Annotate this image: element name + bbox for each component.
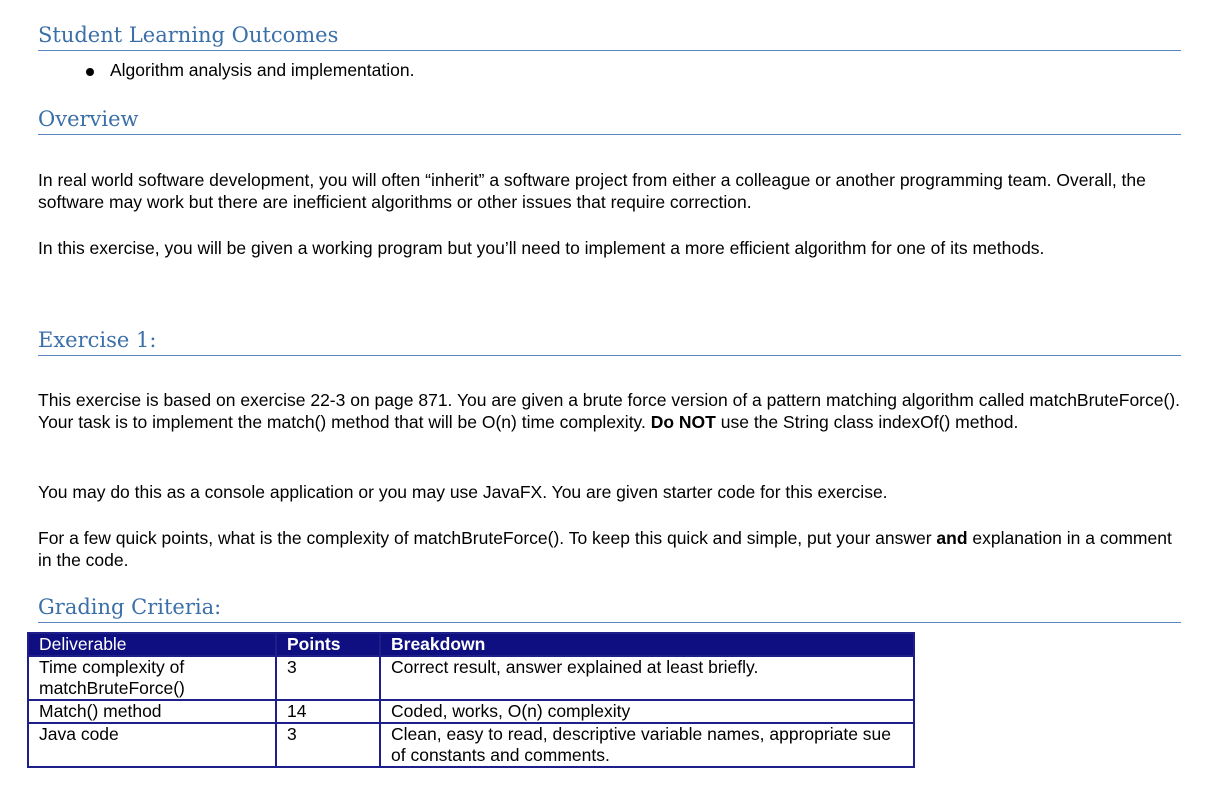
exercise-text: For a few quick points, what is the complexity of matchBruteForce(). To keep this quick and simple, put your answer (38, 528, 937, 548)
overview-paragraph-1: In real world software development, you will often “inherit” a software project from either a colleague or another programming team. Overall, the software may work but there are inefficient algorithms or other issues that require correction. (38, 170, 1146, 212)
bullet-item (0, 60, 700, 86)
overview-paragraph-2: In this exercise, you will be given a working program but you’ll need to implement a more efficient algorithm for one of its methods. (38, 238, 1045, 258)
exercise-text: explanation in a comment in the code. (38, 528, 1172, 570)
table-cell: Correct result, answer explained at least briefly. (380, 656, 914, 700)
table-cell: Time complexity of matchBruteForce() (28, 656, 276, 700)
bullet-icon (86, 68, 94, 76)
table-cell: 14 (276, 700, 380, 723)
table-header-cell: Deliverable (28, 633, 276, 656)
table-row (28, 700, 914, 723)
table-cell: Clean, easy to read, descriptive variable names, appropriate sue of constants and comments. (380, 723, 914, 767)
grading-table (27, 632, 915, 768)
table-cell: 3 (276, 656, 380, 700)
exercise-text: use the String class indexOf() method. (715, 412, 1019, 432)
heading-grading-criteria: Grading Criteria: (38, 594, 1181, 623)
bullet-text: Algorithm analysis and implementation. (110, 60, 415, 80)
exercise-paragraph-1 (38, 389, 1188, 433)
table-cell: Coded, works, O(n) complexity (380, 700, 914, 723)
table-cell: 3 (276, 723, 380, 767)
table-row (28, 656, 914, 700)
heading-exercise-1: Exercise 1: (38, 327, 1181, 356)
table-header-cell: Points (276, 633, 380, 656)
table-header-row (28, 633, 914, 656)
table-header-cell: Breakdown (380, 633, 914, 656)
emphasis-text: Do NOT (650, 412, 716, 432)
table-row (28, 723, 914, 767)
exercise-paragraph-3 (38, 527, 1188, 571)
exercise-paragraph-2: You may do this as a console application or you may use JavaFX. You are given starter code for this exercise. (38, 482, 888, 502)
heading-student-learning-outcomes: Student Learning Outcomes (38, 22, 1181, 51)
emphasis-text: and (936, 528, 968, 548)
table-cell: Match() method (28, 700, 276, 723)
table-cell: Java code (28, 723, 276, 767)
heading-overview: Overview (38, 106, 1181, 135)
exercise-text: This exercise is based on exercise 22-3 on page 871. You are given a brute force version of a pattern matching algorithm called matchBruteForce(). Your task is to implement the match() method that will be O(n) time complexity. (38, 390, 1181, 432)
